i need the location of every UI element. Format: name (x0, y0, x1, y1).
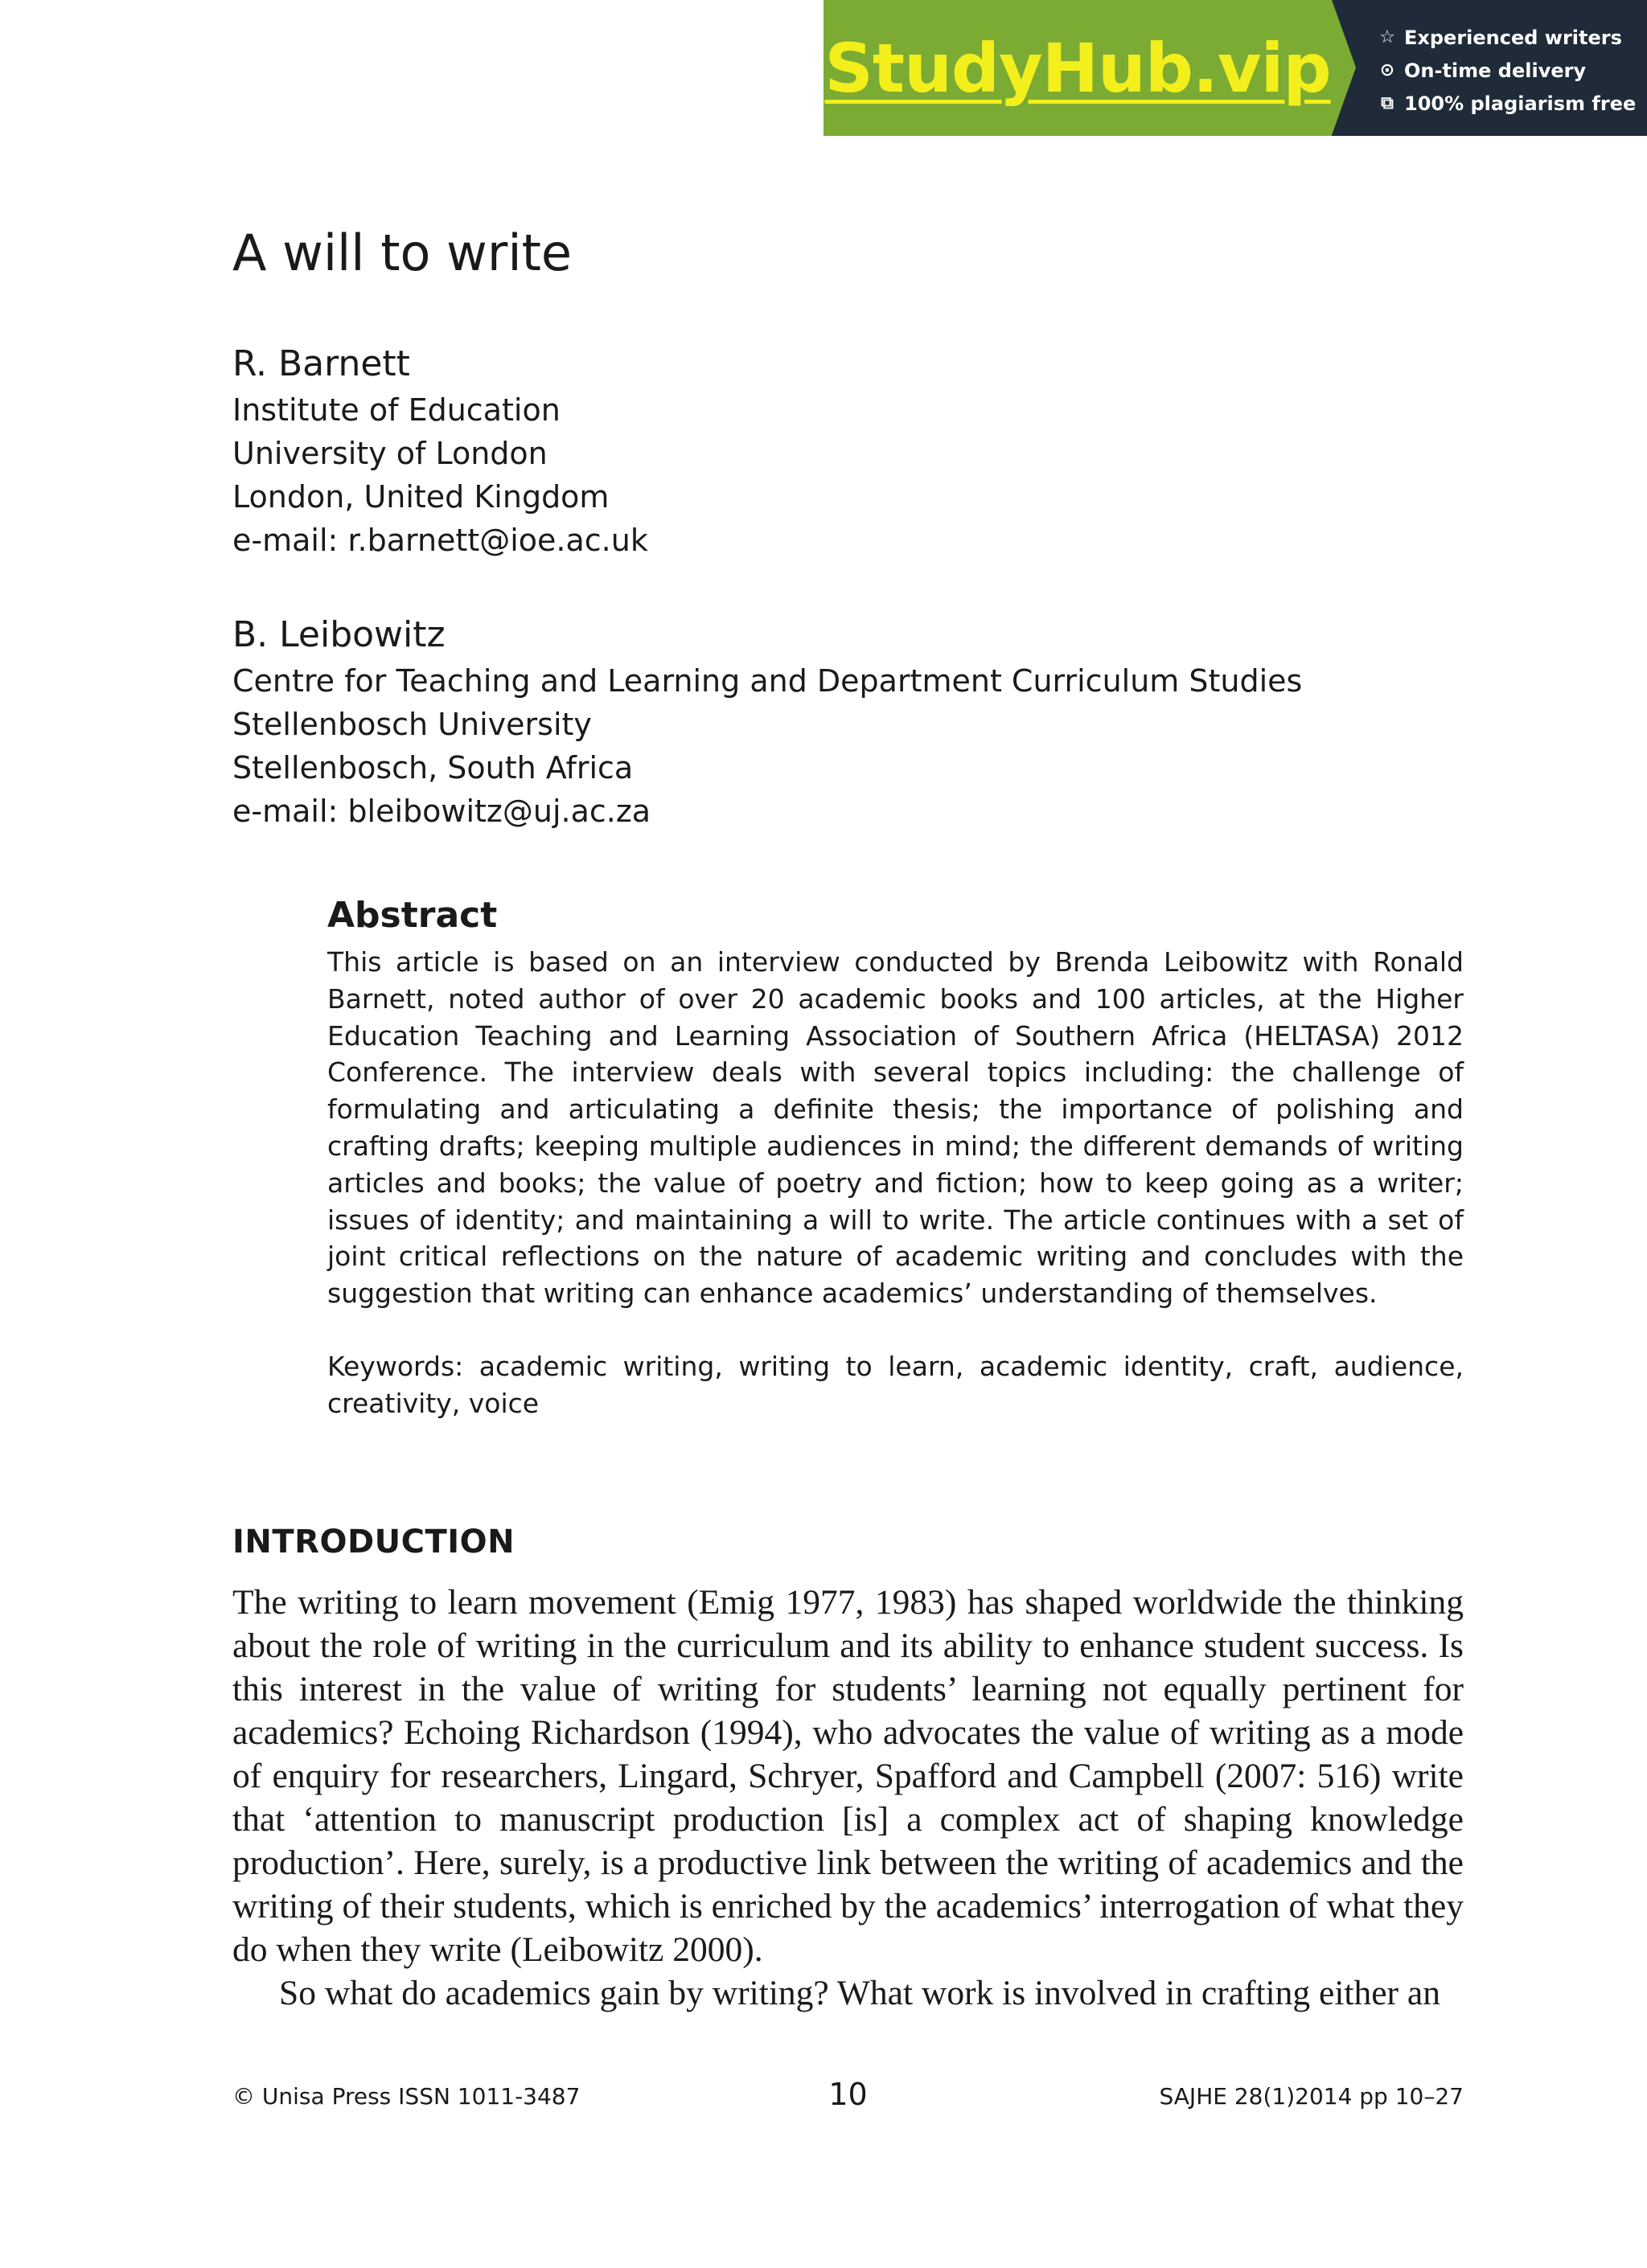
abstract-body: This article is based on an interview conducted by Brenda Leibowitz with Ronald Barnett, noted author of over 20 academic books and 100 articles, at the Higher Education Teaching and Learning Association of Southern Africa (HELTASA) 2012 Conference. The interview deals with several topics including: the challenge of formulating and articulating a definite thesis; the importance of polishing and crafting drafts; keeping multiple audiences in mind; the different demands of writing articles and books; the value of poetry and fiction; how to keep going as a writer; issues of identity; and maintaining a will to write. The article continues with a set of joint critical reflections on the nature of academic writing and concludes with the suggestion that writing can enhance academics’ understanding of themselves. (327, 946, 1464, 1310)
author-email: e-mail: bleibowitz@uj.ac.za (232, 794, 651, 829)
studyhub-logo[interactable] (824, 0, 1332, 136)
author-affiliation: University of London (232, 436, 548, 471)
footer-journal-citation: SAJHE 28(1)2014 pp 10–27 (1159, 2083, 1464, 2110)
footer-publisher: © Unisa Press ISSN 1011-3487 (232, 2083, 581, 2110)
feature-experienced-writers (1377, 21, 1647, 54)
author-name: R. Barnett (232, 343, 410, 384)
author-email: e-mail: r.barnett@ioe.ac.uk (232, 523, 648, 558)
studyhub-logo-text: StudyHub.vip (824, 28, 1331, 108)
author-location: Stellenbosch, South Africa (232, 750, 634, 785)
keywords (327, 1348, 1464, 1422)
keywords-list: : academic writing, writing to learn, academic identity, craft, audience, creativity, voice (327, 1350, 1464, 1419)
feature-plagiarism-free (1377, 87, 1647, 120)
star-outline-icon: ☆ (1379, 27, 1395, 47)
banner-features (1332, 0, 1647, 136)
introduction-body (232, 1581, 1464, 2015)
page-number: 10 (828, 2077, 868, 2112)
author-location: London, United Kingdom (232, 479, 610, 515)
author-affiliation: Centre for Teaching and Learning and Department Curriculum Studies (232, 663, 1303, 699)
studyhub-banner[interactable] (824, 0, 1647, 136)
author-affiliation: Institute of Education (232, 392, 561, 428)
copy-icon: ⧉ (1381, 93, 1394, 113)
author-block-leibowitz (232, 611, 1302, 833)
feature-label: Experienced writers (1404, 26, 1622, 49)
author-name: B. Leibowitz (232, 614, 446, 655)
article-title: A will to write (232, 224, 573, 282)
keywords-label: Keywords (327, 1350, 455, 1382)
clock-icon: ⊙ (1379, 60, 1395, 80)
author-block-barnett (232, 340, 648, 562)
banner-chevron-shape (1332, 0, 1356, 135)
introduction-heading: INTRODUCTION (232, 1524, 515, 1561)
page-footer (232, 2077, 1464, 2117)
author-affiliation: Stellenbosch University (232, 707, 592, 742)
body-paragraph: So what do academics gain by writing? What work is involved in crafting either an (279, 1974, 1440, 2012)
feature-label: On-time delivery (1404, 59, 1587, 82)
body-paragraph: The writing to learn movement (Emig 1977, 1983) has shaped worldwide the thinking about the role of writing in the curriculum and its ability to enhance student success. Is this interest in the value of writing for students’ learning not equally pertinent for academics? Echoing Richardson (1994), who advocates the value of writing as a mode of enquiry for researchers, Lingard, Schryer, Spafford and Campbell (2007: 516) write that ‘attention to manuscript production [is] a complex act of shaping knowledge production’. Here, surely, is a productive link between the writing of academics and the writing of their students, which is enriched by the academics’ interrogation of what they do when they write (Leibowitz 2000). (232, 1583, 1464, 1969)
feature-on-time-delivery (1377, 54, 1647, 87)
feature-label: 100% plagiarism free (1404, 92, 1637, 115)
abstract-heading: Abstract (327, 895, 498, 936)
abstract-section (327, 892, 1464, 1422)
